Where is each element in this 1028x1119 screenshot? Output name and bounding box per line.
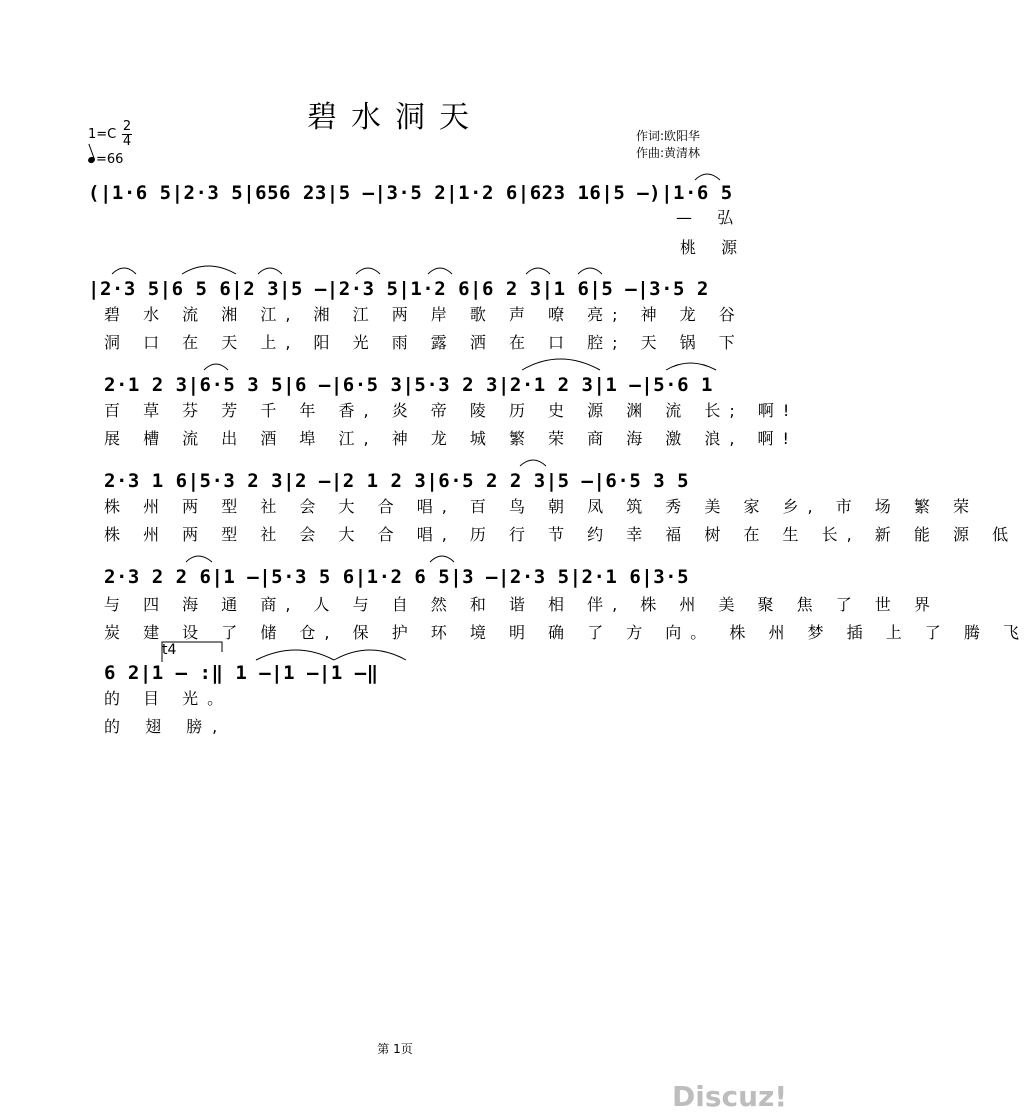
- lyric-line-2a: 碧 水 流 湘 江, 湘 江 两 岸 歌 声 嘹 亮; 神 龙 谷: [104, 305, 744, 324]
- notation-line-5: 2·3 2 2 6|1 –|5·3 5 6|1·2 6 5|3 –|2·3 5|2·1 6|3·5: [104, 566, 690, 588]
- page-number: 第 1页: [377, 1042, 413, 1056]
- slur-mark: [112, 268, 136, 274]
- slur-mark: [334, 650, 406, 660]
- slur-mark: [666, 363, 716, 370]
- slur-mark: [430, 556, 454, 562]
- song-title: 碧水洞天: [307, 100, 483, 135]
- volta-bracket: [162, 642, 222, 662]
- slur-mark: [204, 364, 228, 370]
- key-signature: 1=C: [88, 127, 117, 142]
- slur-mark: [182, 266, 236, 274]
- volta-label: t4: [162, 642, 177, 658]
- lyric-line-6a: 的 目 光。: [104, 689, 233, 708]
- notation-line-3: 2·1 2 3|6·5 3 5|6 –|6·5 3|5·3 2 3|2·1 2 3|1 –|5·6 1: [104, 374, 713, 396]
- slur-mark: [695, 174, 720, 180]
- slur-mark: [428, 268, 452, 274]
- composer-credit: 作曲:黄清林: [636, 146, 701, 160]
- slur-mark: [186, 556, 212, 562]
- lyric-line-3a: 百 草 芬 芳 千 年 香, 炎 帝 陵 历 史 源 渊 流 长; 啊!: [104, 401, 799, 420]
- lyric-line-2b: 洞 口 在 天 上, 阳 光 雨 露 洒 在 口 腔; 天 锅 下: [104, 333, 744, 352]
- lyric-line-3b: 展 槽 流 出 酒 埠 江, 神 龙 城 繁 荣 商 海 激 浪, 啊!: [104, 429, 798, 448]
- lyricist-credit: 作词:欧阳华: [636, 129, 701, 143]
- notation-line-4: 2·3 1 6|5·3 2 3|2 –|2 1 2 3|6·5 2 2 3|5 –|6·5 3 5: [104, 470, 690, 492]
- slur-mark: [526, 268, 550, 274]
- slur-mark: [256, 650, 334, 660]
- watermark-logo: Discuz!: [672, 1080, 788, 1113]
- tempo-value: =66: [96, 152, 124, 167]
- meter-top: 2: [122, 119, 132, 134]
- notation-line-1: (|1·6 5|2·3 5|656 23|5 –|3·5 2|1·2 6|623 16|5 –)|1·6 5: [88, 182, 733, 204]
- lyric-line-1a: — 弘: [676, 208, 744, 227]
- slur-mark: [356, 268, 380, 274]
- slur-mark: [578, 268, 602, 274]
- notation-line-6: 6 2|1 – :‖ 1 –|1 –|1 –‖: [104, 662, 379, 684]
- lyric-line-1b: 桃 源: [680, 238, 748, 257]
- slur-mark: [258, 268, 282, 274]
- lyric-line-5b: 炭 建 设 了 储 仓, 保 护 环 境 明 确 了 方 向。 株 州 梦 插 上 了 腾 飞: [104, 623, 1028, 642]
- lyric-line-4a: 株 州 两 型 社 会 大 合 唱, 百 鸟 朝 凤 筑 秀 美 家 乡, 市 场 繁 荣: [104, 497, 978, 516]
- lyric-line-5a: 与 四 海 通 商, 人 与 自 然 和 谐 相 伴, 株 州 美 聚 焦 了 世 界: [104, 595, 939, 614]
- slur-mark: [522, 359, 600, 370]
- lyric-line-6b: 的 翅 膀,: [104, 717, 228, 736]
- meter-bottom: 4: [122, 134, 132, 149]
- notation-line-2: |2·3 5|6 5 6|2 3|5 –|2·3 5|1·2 6|6 2 3|1 6|5 –|3·5 2: [88, 278, 709, 300]
- lyric-line-4b: 株 州 两 型 社 会 大 合 唱, 历 行 节 约 幸 福 树 在 生 长, 新 能 源 低: [104, 525, 1018, 544]
- slur-mark: [520, 460, 546, 466]
